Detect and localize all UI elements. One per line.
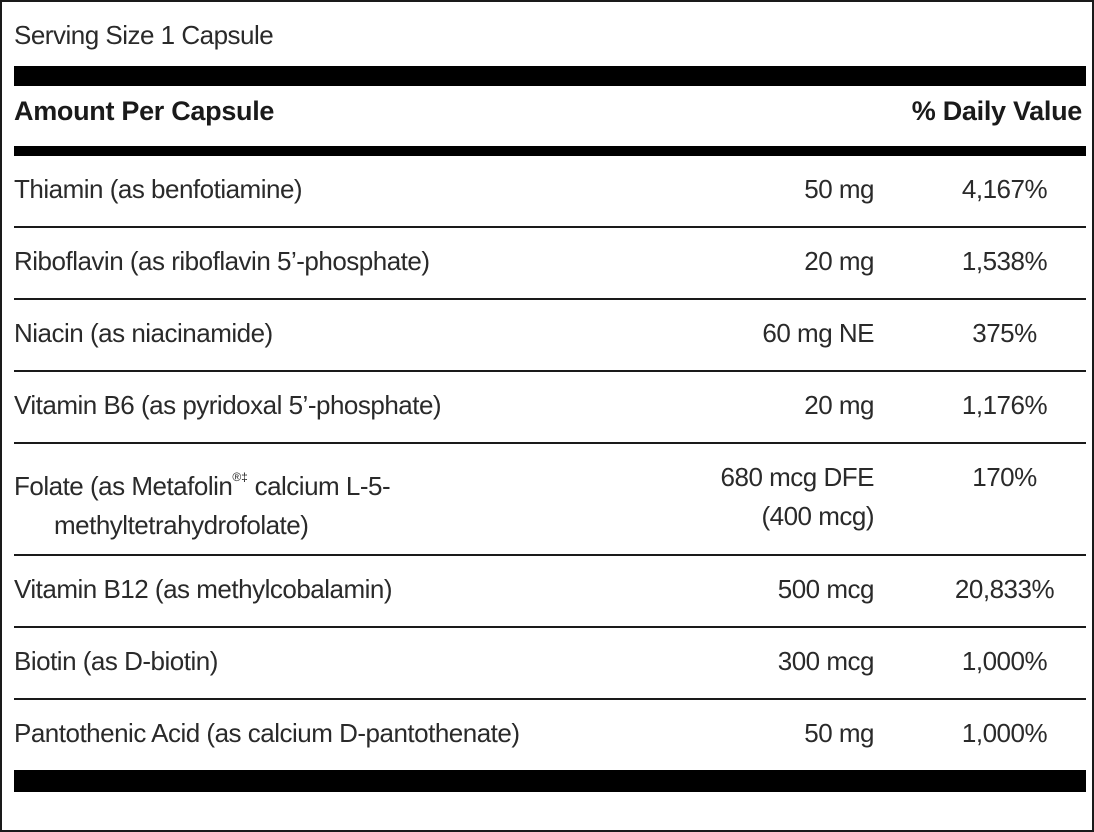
thick-divider-bottom: [14, 770, 1086, 792]
daily-value-header: % Daily Value: [911, 96, 1082, 126]
registered-trademark-marks: ®‡: [232, 470, 248, 484]
amount-per-capsule-header: Amount Per Capsule: [14, 96, 275, 126]
folate-amount-mcg: (400 mcg): [761, 501, 874, 531]
nutrient-amount: 50 mg: [804, 174, 874, 204]
nutrient-name: Thiamin (as benfotiamine): [14, 174, 303, 204]
folate-name-part1: Folate (as Metafolin: [14, 471, 233, 501]
folate-name-line2: methyltetrahydrofolate): [54, 510, 309, 540]
nutrient-daily-value: 1,176%: [961, 390, 1048, 420]
nutrient-name: Niacin (as niacinamide): [14, 318, 273, 348]
nutrient-row-vitamin-b12: [14, 556, 1086, 628]
nutrient-daily-value: 20,833%: [954, 574, 1055, 604]
nutrient-amount: 20 mg: [804, 390, 874, 420]
nutrient-daily-value: 170%: [972, 462, 1037, 492]
nutrient-row-pantothenic-acid: [14, 700, 1086, 772]
nutrient-row-vitamin-b6: [14, 372, 1086, 444]
nutrient-table: [14, 156, 1086, 772]
nutrient-row-niacin: [14, 300, 1086, 372]
nutrient-name: Pantothenic Acid (as calcium D-pantothenate): [14, 718, 520, 748]
nutrient-amount: 300 mcg: [777, 646, 874, 676]
nutrient-row-riboflavin: [14, 228, 1086, 300]
nutrient-daily-value: 375%: [972, 318, 1037, 348]
nutrient-row-folate: [14, 444, 1086, 556]
nutrient-amount: 20 mg: [804, 246, 874, 276]
nutrient-name: Biotin (as D-biotin): [14, 646, 218, 676]
nutrient-name: [14, 458, 654, 545]
nutrient-daily-value: 1,000%: [961, 646, 1048, 676]
nutrient-row-thiamin: [14, 156, 1086, 228]
nutrient-name: Vitamin B6 (as pyridoxal 5’-phosphate): [14, 390, 442, 420]
nutrient-daily-value: 1,000%: [961, 718, 1048, 748]
nutrient-amount: 50 mg: [804, 718, 874, 748]
folate-amount-dfe: 680 mcg DFE: [720, 462, 874, 492]
thick-divider-top: [14, 66, 1086, 86]
nutrient-amount: 60 mg NE: [762, 318, 874, 348]
nutrient-name: Riboflavin (as riboflavin 5’-phosphate): [14, 246, 430, 276]
nutrient-daily-value: 4,167%: [961, 174, 1048, 204]
nutrient-row-biotin: [14, 628, 1086, 700]
nutrient-amount: 500 mcg: [777, 574, 874, 604]
folate-name-part2: calcium L-5-: [247, 471, 391, 501]
nutrient-name: Vitamin B12 (as methylcobalamin): [14, 574, 393, 604]
serving-size: Serving Size 1 Capsule: [14, 20, 274, 50]
nutrient-daily-value: 1,538%: [961, 246, 1048, 276]
nutrient-amount: [721, 458, 874, 536]
medium-divider: [14, 146, 1086, 156]
